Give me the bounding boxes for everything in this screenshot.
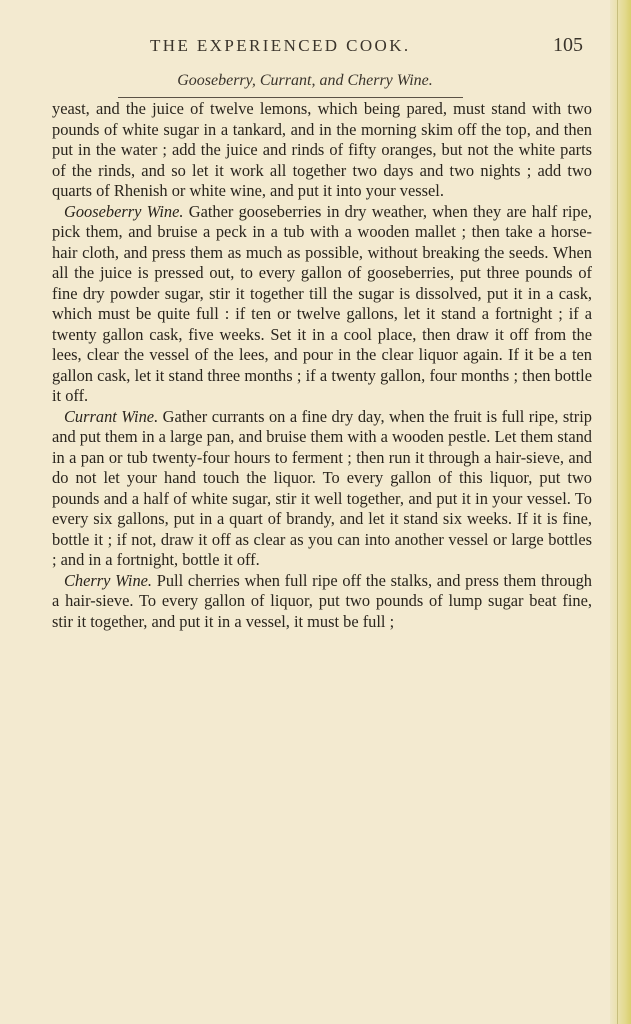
paragraph-continuation	[52, 99, 592, 202]
paragraph-gooseberry-wine	[52, 202, 592, 407]
paragraph-text: yeast, and the juice of twelve lemons, which being pared, must stand with two pounds of white sugar in a tankard, and in the morning skim off the top, and then put in the water ; add the juice and rinds of fifty oranges, but not the white parts of the rinds, and so let it work all together two days and two nights ; add two quarts of Rhenish or white wine, and put it into your vessel.	[52, 99, 592, 200]
paragraph-currant-wine	[52, 407, 592, 571]
page-number: 105	[553, 34, 583, 56]
running-head	[0, 34, 610, 64]
recipe-title-gooseberry-wine: Gooseberry Wine.	[64, 201, 184, 221]
running-head-title: THE EXPERIENCED COOK.	[150, 36, 411, 55]
paragraph-text: Gather gooseberries in dry weather, when they are half ripe, pick them, and bruise a peck in a tub with a wooden mallet ; then take a horse-hair cloth, and press them as much as possible, without breaking the seeds. When all the juice is pressed out, to every gallon of gooseberries, put three pounds of fine dry powder sugar, stir it together till the sugar is dissolved, put it in a cask, which must be quite full : if ten or twelve gallons, let it stand a fortnight ; if a twenty gallon cask, five weeks. Set it in a cool place, then draw it off from the lees, clear the vessel of the lees, and pour in the clear liquor again. If it be a ten gallon cask, let it stand three months ; if a twenty gallon, four months ; then bottle it off.	[52, 201, 592, 405]
body-text	[52, 99, 592, 632]
section-heading: Gooseberry, Currant, and Cherry Wine.	[177, 72, 433, 89]
heading-rule	[118, 97, 463, 98]
recipe-title-currant-wine: Currant Wine.	[64, 406, 159, 426]
paragraph-text: Gather currants on a fine dry day, when the fruit is full ripe, strip and put them in a large pan, and bruise them with a wooden pestle. Let them stand in a pan or tub twenty-four hours to ferment ; then run it through a hair-sieve, and do not let your hand touch the liquor. To every gallon of this liquor, put two pounds and a half of white sugar, stir it well together, and put it in your vessel. To every six gallons, put in a quart of brandy, and let it stand six weeks. If it is fine, bottle it ; if not, draw it off as clear as you can into another vessel or large bottles ; and in a fortnight, bottle it off.	[52, 406, 592, 569]
binding-gutter	[610, 0, 631, 1024]
paragraph-cherry-wine	[52, 571, 592, 633]
recipe-title-cherry-wine: Cherry Wine.	[64, 570, 153, 590]
paragraph-text: Pull cherries when full ripe off the stalks, and press them through a hair-sieve. To every gallon of liquor, put two pounds of lump sugar beat fine, stir it together, and put it in a vessel, it must be full ;	[52, 570, 593, 631]
